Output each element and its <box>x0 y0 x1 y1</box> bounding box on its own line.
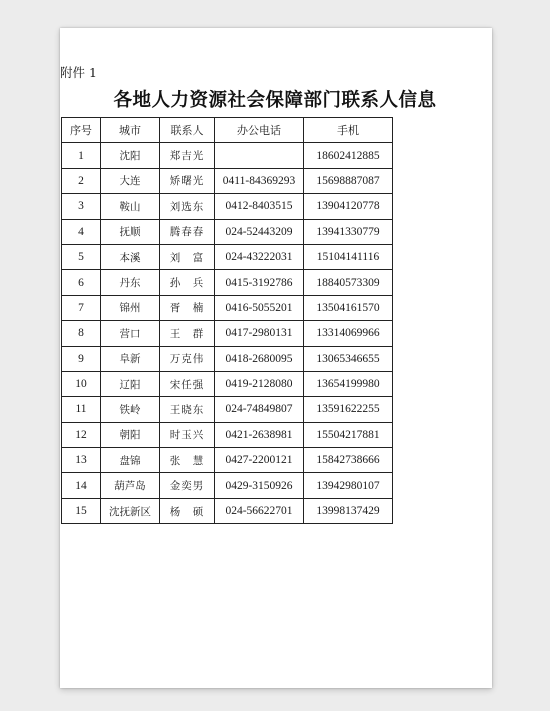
cell-city: 大连 <box>101 168 160 193</box>
cell-contact: 时玉兴 <box>160 422 215 447</box>
cell-no: 3 <box>62 194 101 219</box>
table-row <box>62 346 393 371</box>
cell-mobile: 13941330779 <box>304 219 393 244</box>
cell-contact: 郑吉光 <box>160 143 215 168</box>
cell-no: 12 <box>62 422 101 447</box>
cell-mobile: 13314069966 <box>304 321 393 346</box>
cell-mobile: 15504217881 <box>304 422 393 447</box>
cell-city: 沈阳 <box>101 143 160 168</box>
cell-city: 铁岭 <box>101 397 160 422</box>
header-contact: 联系人 <box>160 118 215 143</box>
cell-mobile: 13065346655 <box>304 346 393 371</box>
cell-mobile: 13904120778 <box>304 194 393 219</box>
cell-office-phone: 0429-3150926 <box>215 473 304 498</box>
table-row <box>62 448 393 473</box>
cell-office-phone: 0412-8403515 <box>215 194 304 219</box>
table-row <box>62 473 393 498</box>
table-row <box>62 422 393 447</box>
cell-no: 5 <box>62 244 101 269</box>
table-row <box>62 143 393 168</box>
cell-no: 13 <box>62 448 101 473</box>
cell-contact: 胥 楠 <box>160 295 215 320</box>
cell-contact: 刘 富 <box>160 244 215 269</box>
cell-city: 营口 <box>101 321 160 346</box>
cell-city: 葫芦岛 <box>101 473 160 498</box>
cell-city: 抚顺 <box>101 219 160 244</box>
cell-office-phone: 0415-3192786 <box>215 270 304 295</box>
cell-contact: 矫曙光 <box>160 168 215 193</box>
table-row <box>62 168 393 193</box>
table-row <box>62 194 393 219</box>
cell-mobile: 13591622255 <box>304 397 393 422</box>
cell-no: 8 <box>62 321 101 346</box>
cell-city: 本溪 <box>101 244 160 269</box>
cell-city: 盘锦 <box>101 448 160 473</box>
cell-office-phone: 024-74849807 <box>215 397 304 422</box>
cell-mobile: 13998137429 <box>304 498 393 523</box>
cell-no: 11 <box>62 397 101 422</box>
table-row <box>62 219 393 244</box>
cell-office-phone: 0417-2980131 <box>215 321 304 346</box>
header-mobile: 手机 <box>304 118 393 143</box>
cell-contact: 王晓东 <box>160 397 215 422</box>
cell-office-phone: 0416-5055201 <box>215 295 304 320</box>
cell-office-phone: 0411-84369293 <box>215 168 304 193</box>
cell-mobile: 13654199980 <box>304 371 393 396</box>
cell-city: 锦州 <box>101 295 160 320</box>
table-row <box>62 244 393 269</box>
header-no: 序号 <box>62 118 101 143</box>
cell-contact: 孙 兵 <box>160 270 215 295</box>
cell-no: 10 <box>62 371 101 396</box>
cell-mobile: 15104141116 <box>304 244 393 269</box>
cell-no: 15 <box>62 498 101 523</box>
table-row <box>62 295 393 320</box>
cell-contact: 金奕男 <box>160 473 215 498</box>
cell-mobile: 13942980107 <box>304 473 393 498</box>
cell-office-phone: 0418-2680095 <box>215 346 304 371</box>
cell-office-phone: 0421-2638981 <box>215 422 304 447</box>
table-row <box>62 498 393 523</box>
table-row <box>62 270 393 295</box>
cell-contact: 万克伟 <box>160 346 215 371</box>
cell-no: 2 <box>62 168 101 193</box>
cell-mobile: 15698887087 <box>304 168 393 193</box>
cell-mobile: 15842738666 <box>304 448 393 473</box>
cell-contact: 杨 硕 <box>160 498 215 523</box>
table-row <box>62 321 393 346</box>
cell-office-phone: 024-56622701 <box>215 498 304 523</box>
header-office-phone: 办公电话 <box>215 118 304 143</box>
cell-office-phone: 024-52443209 <box>215 219 304 244</box>
cell-no: 7 <box>62 295 101 320</box>
cell-no: 6 <box>62 270 101 295</box>
cell-contact: 宋任强 <box>160 371 215 396</box>
cell-mobile: 13504161570 <box>304 295 393 320</box>
table-row <box>62 371 393 396</box>
cell-mobile: 18602412885 <box>304 143 393 168</box>
cell-office-phone: 024-43222031 <box>215 244 304 269</box>
cell-contact: 刘选东 <box>160 194 215 219</box>
cell-office-phone: 0427-2200121 <box>215 448 304 473</box>
cell-no: 4 <box>62 219 101 244</box>
contacts-table <box>61 117 393 524</box>
cell-office-phone: 0419-2128080 <box>215 371 304 396</box>
cell-city: 沈抚新区 <box>101 498 160 523</box>
cell-no: 9 <box>62 346 101 371</box>
cell-city: 鞍山 <box>101 194 160 219</box>
cell-contact: 张 慧 <box>160 448 215 473</box>
cell-mobile: 18840573309 <box>304 270 393 295</box>
attachment-label: 附件 1 <box>60 65 97 80</box>
cell-contact: 王 群 <box>160 321 215 346</box>
cell-office-phone <box>215 143 304 168</box>
document-title: 各地人力资源社会保障部门联系人信息 <box>113 90 437 111</box>
table-header-row <box>62 118 393 143</box>
header-city: 城市 <box>101 118 160 143</box>
cell-city: 阜新 <box>101 346 160 371</box>
cell-city: 辽阳 <box>101 371 160 396</box>
cell-contact: 腾春春 <box>160 219 215 244</box>
table-row <box>62 397 393 422</box>
table-body <box>62 143 393 524</box>
cell-city: 朝阳 <box>101 422 160 447</box>
cell-city: 丹东 <box>101 270 160 295</box>
cell-no: 14 <box>62 473 101 498</box>
cell-no: 1 <box>62 143 101 168</box>
